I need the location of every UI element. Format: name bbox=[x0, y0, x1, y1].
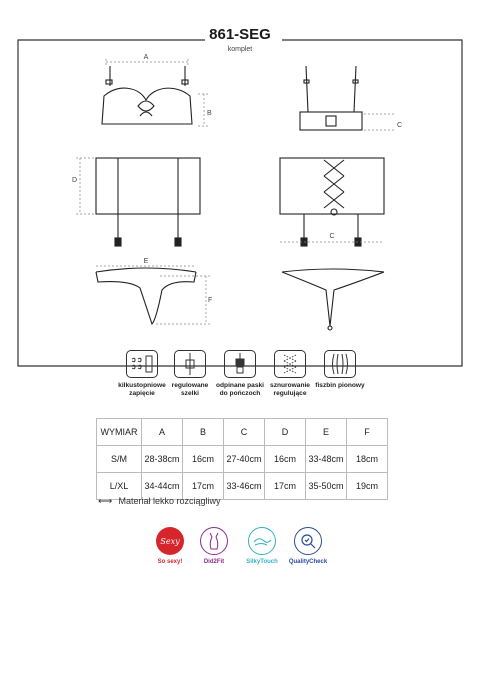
dimension-e-label: E bbox=[143, 258, 149, 265]
product-code-title: 861-SEG bbox=[209, 26, 271, 43]
brand-label: Did2Fit bbox=[203, 559, 225, 565]
table-cell: 18cm bbox=[347, 446, 388, 473]
stretch-note-text: Materiał lekko rozciągliwy bbox=[118, 496, 221, 506]
table-header-row bbox=[97, 419, 388, 446]
table-header-cell: WYMIAR bbox=[97, 419, 142, 446]
badge-text: Sexy bbox=[160, 537, 180, 546]
bra-back-drawing bbox=[300, 66, 362, 130]
strap-adjuster-icon bbox=[174, 350, 206, 378]
boning-icon bbox=[324, 350, 356, 378]
qualitycheck-icon bbox=[294, 527, 322, 555]
double-arrow-icon: ⟷ bbox=[98, 496, 113, 507]
feature-label-line2: regulujące bbox=[273, 390, 307, 397]
dimension-d bbox=[76, 158, 94, 214]
dimension-c-bra bbox=[364, 114, 396, 130]
table-header-cell: B bbox=[183, 419, 224, 446]
suspender-clip-icon bbox=[224, 350, 256, 378]
product-subtitle: komplet bbox=[227, 46, 253, 53]
table-cell: 33-46cm bbox=[224, 473, 265, 500]
table-header-cell: F bbox=[347, 419, 388, 446]
table-cell: 17cm bbox=[183, 473, 224, 500]
dimension-b-label: B bbox=[207, 110, 212, 117]
dimension-c-bra-label: C bbox=[397, 122, 403, 129]
feature-label-line2: do pończoch bbox=[219, 390, 261, 397]
feature-label-line2: szelki bbox=[181, 390, 199, 397]
table-cell: 27-40cm bbox=[224, 446, 265, 473]
size-table bbox=[96, 418, 388, 500]
table-cell: 28-38cm bbox=[142, 446, 183, 473]
bra-front-drawing bbox=[102, 66, 192, 124]
dimension-c-belt-label: C bbox=[329, 233, 335, 240]
hook-eye-icon bbox=[126, 350, 158, 378]
brand-label: So sexy! bbox=[157, 559, 183, 565]
table-cell: 16cm bbox=[265, 446, 306, 473]
feature-label-line1: sznurowanie bbox=[270, 382, 310, 389]
dimension-a-label: A bbox=[143, 54, 149, 61]
stretch-note bbox=[98, 496, 221, 507]
feature-label-line1: regulowane bbox=[171, 382, 209, 389]
table-header-cell: C bbox=[224, 419, 265, 446]
feature-label-line1: odpinane paski bbox=[216, 382, 264, 389]
feature-boning bbox=[310, 350, 370, 390]
feature-label-line2: zapięcie bbox=[129, 390, 155, 397]
dimension-f bbox=[156, 276, 213, 324]
garter-front-drawing bbox=[96, 158, 200, 246]
brand-label: SilkyTouch bbox=[246, 559, 278, 565]
table-row bbox=[97, 446, 388, 473]
feature-label-line1: kilkustopniowe bbox=[118, 382, 166, 389]
table-cell: L/XL bbox=[97, 473, 142, 500]
table-cell: 34-44cm bbox=[142, 473, 183, 500]
table-cell: 17cm bbox=[265, 473, 306, 500]
table-cell: S/M bbox=[97, 446, 142, 473]
lacing-icon bbox=[274, 350, 306, 378]
table-header-cell: D bbox=[265, 419, 306, 446]
brand-qualitycheck bbox=[278, 527, 338, 565]
brand-label: QualityCheck bbox=[288, 559, 328, 565]
dimension-f-label: F bbox=[208, 297, 213, 304]
table-header-cell: A bbox=[142, 419, 183, 446]
table-cell: 33-48cm bbox=[306, 446, 347, 473]
so-sexy-badge-icon bbox=[156, 527, 184, 555]
did2fit-icon bbox=[200, 527, 228, 555]
silkytouch-icon bbox=[248, 527, 276, 555]
table-header-cell: E bbox=[306, 419, 347, 446]
table-cell: 35-50cm bbox=[306, 473, 347, 500]
thong-back-drawing bbox=[282, 269, 384, 330]
feature-label-line1: fiszbin pionowy bbox=[315, 382, 365, 389]
table-cell: 19cm bbox=[347, 473, 388, 500]
thong-front-drawing bbox=[96, 268, 196, 324]
table-cell: 16cm bbox=[183, 446, 224, 473]
dimension-d-label: D bbox=[72, 177, 78, 184]
frame-border bbox=[18, 40, 462, 366]
